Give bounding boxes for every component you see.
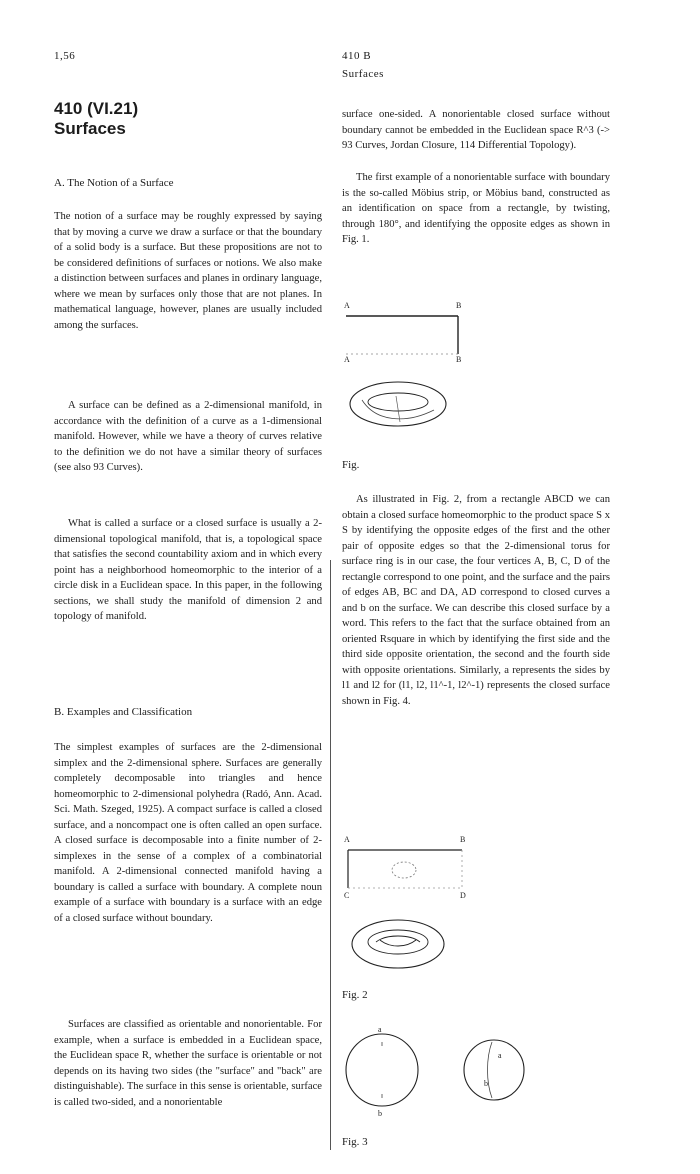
fig3-edge-label: b <box>484 1079 488 1088</box>
column-rule <box>330 560 331 1150</box>
rect-center-loop <box>392 862 416 878</box>
fig2-vertex-label: D <box>460 891 466 900</box>
article-title-name: Surfaces <box>54 119 126 138</box>
figure-2-drawing <box>342 832 482 982</box>
torus-outer <box>352 920 444 968</box>
paragraph: A surface can be defined as a 2-dimensional manifold, in accordance with the definition of a curve as a 1-dimensional manifold. However, while we have a theory of curves relative to the definition we do not have a similar theory of surfaces (see also 93 Curves). <box>54 400 322 473</box>
fig2-vertex-label: B <box>460 835 466 844</box>
figure-1-drawing <box>342 296 472 446</box>
article-title-code: 410 (VI.21) <box>54 99 139 118</box>
torus-middle <box>368 930 428 954</box>
section-b-heading: B. Examples and Classification <box>54 706 193 718</box>
torus-hole-bottom <box>380 940 416 946</box>
fig2-vertex-label: A <box>344 835 350 844</box>
fig2-vertex-label: C <box>344 891 350 900</box>
right-running-head-title: Surfaces <box>342 68 384 80</box>
fig3-edge-label: a <box>498 1051 502 1060</box>
paragraph: The first example of a nonorientable surface with boundary is the so-called Möbius strip, or Möbius band, constructed as an identification on space from a rectangle, by twisting, through 180°, and identifying the opposite edges as shown in Fig. 1. <box>342 172 610 245</box>
fig3-edge-label: a <box>378 1025 382 1034</box>
article-title <box>54 99 138 139</box>
paragraph: The simplest examples of surfaces are the 2-dimensional simplex and the 2-dimensional sphere. Surfaces are generally completely decomposable into triangles and hence homeomorphic to 2-dimensional polyhedra (Radó, Ann. Acad. Sci. Math. Szeged, 1925). A compact surface is called a closed surface, and a noncompact one is often called an open surface. A closed surface is decomposable into a finite number of 2-simplexes in the sense of a complex of a combinatorial manifold. A 2-dimensional connected manifold having a boundary is called a surface with boundary. A complete noun example of a surface with boundary is a surface with an edge of a closed surface without boundary. <box>54 742 322 924</box>
figure-1-caption: Fig. <box>342 459 360 471</box>
right-running-head-code: 410 B <box>342 50 372 62</box>
fig1-vertex-label: B <box>456 355 462 364</box>
section-a-heading: A. The Notion of a Surface <box>54 177 174 189</box>
paragraph: As illustrated in Fig. 2, from a rectangle ABCD we can obtain a closed surface homeomorphic to the product space S x S by identifying the opposite edges of the first and the other pair of opposite edges so that the 2-dimensional torus for surface ring is in our case, the four vertices A, B, C, D of the rectangle correspond to one point, and the surface and the pairs of edges AB, BC and DA, AD correspond to closed curves a and b on the surface. We can describe this closed surface by a word. This refers to the fact that the surface obtained from an oriented Rsquare in which by identifying the first side and the third side opposite orientation, the second and the fourth side with opposite orientations. Similarly, a represents the sides by l1 and l2 for (l1, l2, l1^-1, l2^-1) represents the closed surface shown in Fig. 4. <box>342 494 610 707</box>
fig3-right-arc <box>488 1042 493 1098</box>
paragraph: What is called a surface or a closed surface is usually a 2-dimensional topological manifold, that is, a topological space that satisfies the second countability axiom and in which every point has a neighborhood homeomorphic to the interior of a circle disk in a Euclidean space. In this paper, in the following sections, we shall study the manifold of dimension 2 and topology of manifold. <box>54 518 322 622</box>
mobius-twist-mark <box>396 396 400 422</box>
figure-3-caption: Fig. 3 <box>342 1136 368 1148</box>
fig1-vertex-label: A <box>344 301 350 310</box>
torus-hole-top <box>376 936 420 942</box>
fig1-vertex-label: A <box>344 355 350 364</box>
fig3-edge-label: b <box>378 1109 382 1118</box>
fig3-right-circle <box>464 1040 524 1100</box>
paragraph: Surfaces are classified as orientable and nonorientable. For example, when a surface is embedded in a Euclidean space, the Euclidean space R, whether the surface is orientable or not depends on its having two sides (the "surface" and "back" are distinguishable). The surface in this sense is orientable, surface is called two-sided, and a nonorientable <box>54 1019 322 1108</box>
figure-3-drawing <box>342 1024 532 1124</box>
figure-2-caption: Fig. 2 <box>342 989 368 1001</box>
paragraph: surface one-sided. A nonorientable closed surface without boundary cannot be embedded in the Euclidean space R^3 (-> 93 Curves, Jordan Closure, 114 Differential Topology). <box>342 109 610 151</box>
left-running-head: 1,56 <box>54 50 76 62</box>
paragraph: The notion of a surface may be roughly expressed by saying that by moving a curve we draw a surface or that the boundary of a solid body is a surface. But these propositions are not to be considered definitions of surfaces or notions. We also make a distinction between surfaces and planes in ordinary language, where we mean by surfaces only those that are not planes. In mathematical language, however, planes are usually included among the surfaces. <box>54 211 322 331</box>
fig1-vertex-label: B <box>456 301 462 310</box>
